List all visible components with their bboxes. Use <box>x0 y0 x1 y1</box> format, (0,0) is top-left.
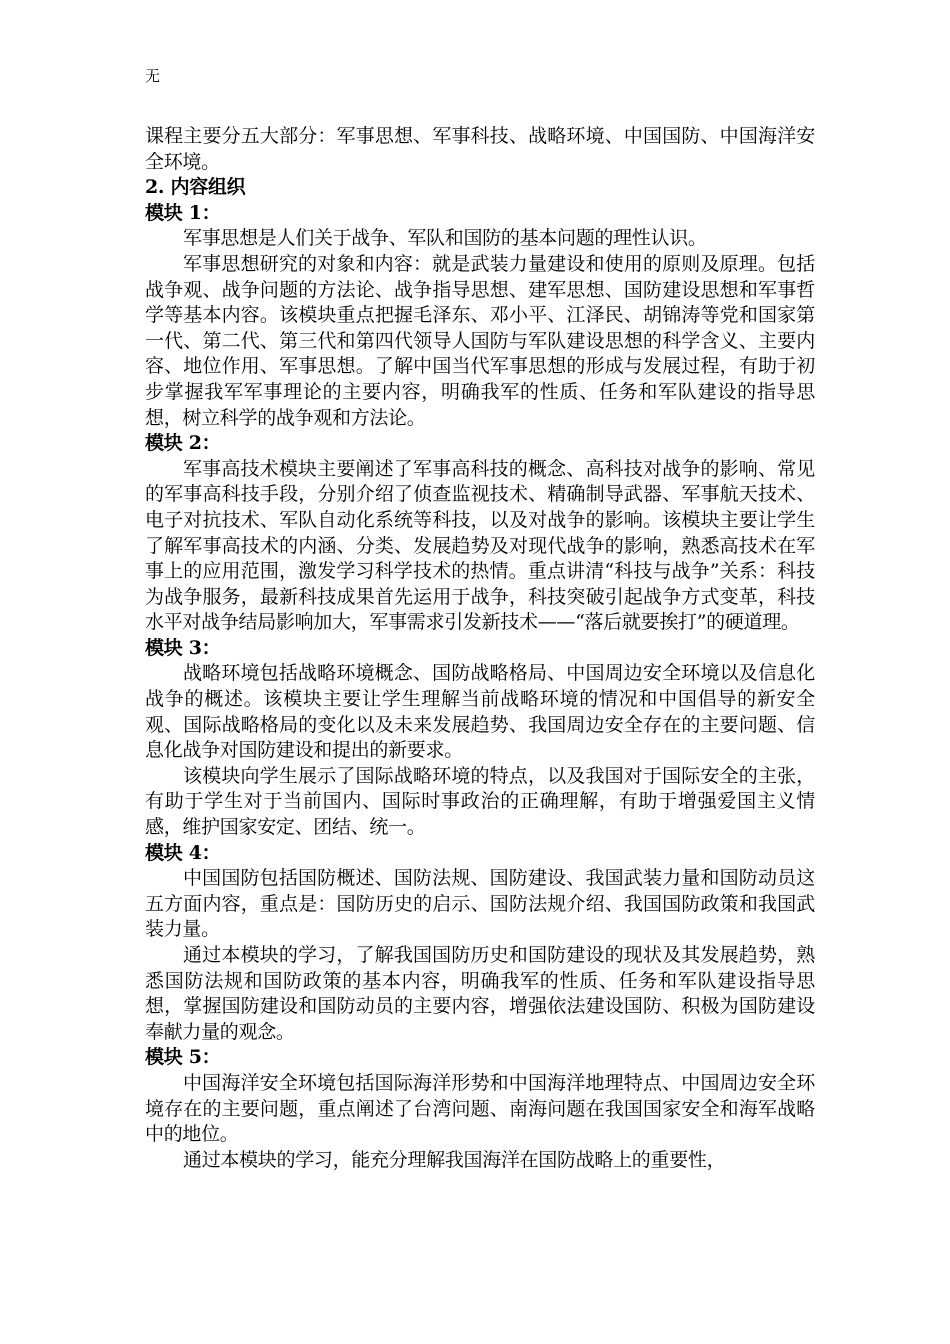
module-1-paragraph-1: 军事思想是人们关于战争、军队和国防的基本问题的理性认识。 <box>183 227 707 250</box>
module-3-heading: 模块 3： <box>145 636 221 659</box>
module-2-heading: 模块 2： <box>145 432 221 455</box>
intro-paragraph: 课程主要分五大部分：军事思想、军事科技、战略环境、中国国防、中国海洋安全环境。 <box>145 125 815 173</box>
module-4-paragraph-2: 通过本模块的学习，了解我国国防历史和国防建设的现状及其发展趋势，熟悉国防法规和国防政策的基本内容，明确我军的性质、任务和军队建设指导思想，掌握国防建设和国防动员的主要内容，增强依法建设国防、积极为国防建设奉献力量的观念。 <box>145 944 815 1043</box>
section-heading: 2. 内容组织 <box>145 176 246 199</box>
module-5-paragraph-2: 通过本模块的学习，能充分理解我国海洋在国防战略上的重要性， <box>183 1148 726 1171</box>
module-2-paragraph-1: 军事高技术模块主要阐述了军事高科技的概念、高科技对战争的影响、常见的军事高科技手段，分别介绍了侦查监视技术、精确制导武器、军事航天技术、电子对抗技术、军队自动化系统等科技，以及对战争的影响。该模块主要让学生了解军事高技术的内涵、分类、发展趋势及对现代战争的影响，熟悉高技术在军事上的应用范围，激发学习科学技术的热情。重点讲清“科技与战争”关系：科技为战争服务，最新科技成果首先运用于战争，科技突破引起战争方式变革，科技水平对战争结局影响加大，军事需求引发新技术——“落后就要挨打”的硬道理。 <box>145 457 815 634</box>
module-1-paragraph-2: 军事思想研究的对象和内容：就是武装力量建设和使用的原则及原理。包括战争观、战争问题的方法论、战争指导思想、建军思想、国防建设思想和军事哲学等基本内容。该模块重点把握毛泽东、邓小平、江泽民、胡锦涛等党和国家第一代、第二代、第三代和第四代领导人国防与军队建设思想的科学含义、主要内容、地位作用、军事思想。了解中国当代军事思想的形成与发展过程，有助于初步掌握我军军事理论的主要内容，明确我军的性质、任务和军队建设的指导思想，树立科学的战争观和方法论。 <box>145 252 815 429</box>
module-5-paragraph-1: 中国海洋安全环境包括国际海洋形势和中国海洋地理特点、中国周边安全环境存在的主要问题，重点阐述了台湾问题、南海问题在我国国家安全和海军战略中的地位。 <box>145 1071 815 1146</box>
module-4-heading: 模块 4： <box>145 841 221 864</box>
header-mark: 无 <box>145 67 161 85</box>
document-body <box>145 124 815 1173</box>
module-3-paragraph-2: 该模块向学生展示了国际战略环境的特点，以及我国对于国际安全的主张，有助于学生对于当前国内、国际时事政治的正确理解，有助于增强爱国主义情感，维护国家安定、团结、统一。 <box>145 764 815 839</box>
module-1-heading: 模块 1： <box>145 201 221 224</box>
module-4-paragraph-1: 中国国防包括国防概述、国防法规、国防建设、我国武装力量和国防动员这五方面内容，重点是：国防历史的启示、国防法规介绍、我国国防政策和我国武装力量。 <box>145 867 815 941</box>
module-3-paragraph-1: 战略环境包括战略环境概念、国防战略格局、中国周边安全环境以及信息化战争的概述。该模块主要让学生理解当前战略环境的情况和中国倡导的新安全观、国际战略格局的变化以及未来发展趋势、我国周边安全存在的主要问题、信息化战争对国防建设和提出的新要求。 <box>145 662 815 762</box>
module-5-heading: 模块 5： <box>145 1046 221 1069</box>
